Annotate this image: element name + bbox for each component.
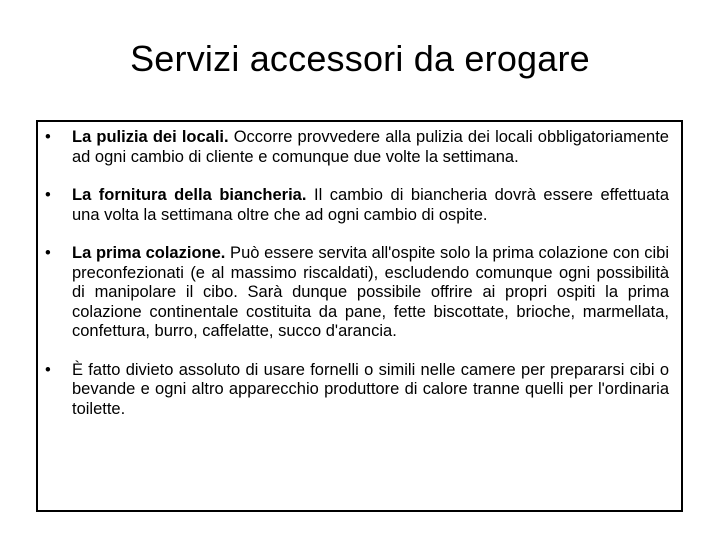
bullet-list (42, 128, 669, 419)
bullet-text: Occorre provvedere alla pulizia dei locali obbligatoriamente ad ogni cambio di cliente e comunque due volte la settimana. (72, 128, 669, 166)
bullet-lead: La pulizia dei locali. (72, 128, 229, 146)
slide-title: Servizi accessori da erogare (130, 38, 590, 79)
bullet-icon: • (45, 360, 51, 379)
bullet-item-colazione (42, 244, 669, 342)
bullet-icon: • (45, 186, 51, 204)
bullet-item-divieto (42, 361, 669, 420)
bullet-lead: La fornitura della biancheria. (72, 186, 307, 204)
bullet-text: Può essere servita all'ospite solo la prima colazione con cibi preconfezionati (e al massimo riscaldati), escludendo comunque ogni possibilità di manipolare il cibo. Sarà dunque possibile offrire ai propri ospiti la prima colazione continentale costituita da pane, fette biscottate, brioche, marmellata, confettura, burro, caffelatte, succo d'arancia. (72, 244, 669, 340)
bullet-icon: • (45, 244, 51, 262)
bullet-item-pulizia (42, 128, 669, 167)
bullet-text: È fatto divieto assoluto di usare fornelli o simili nelle camere per prepararsi cibi o bevande e ogni altro apparecchio produttore di calore tranne quelli per l'ordinaria toilette. (72, 360, 669, 418)
bullet-lead: La prima colazione. (72, 244, 226, 262)
bullet-icon: • (45, 128, 51, 146)
bullet-text: Il cambio di biancheria dovrà essere effettuata una volta la settimana oltre che ad ogni cambio di ospite. (72, 186, 670, 224)
content-box (36, 120, 683, 512)
bullet-item-biancheria (42, 186, 669, 225)
